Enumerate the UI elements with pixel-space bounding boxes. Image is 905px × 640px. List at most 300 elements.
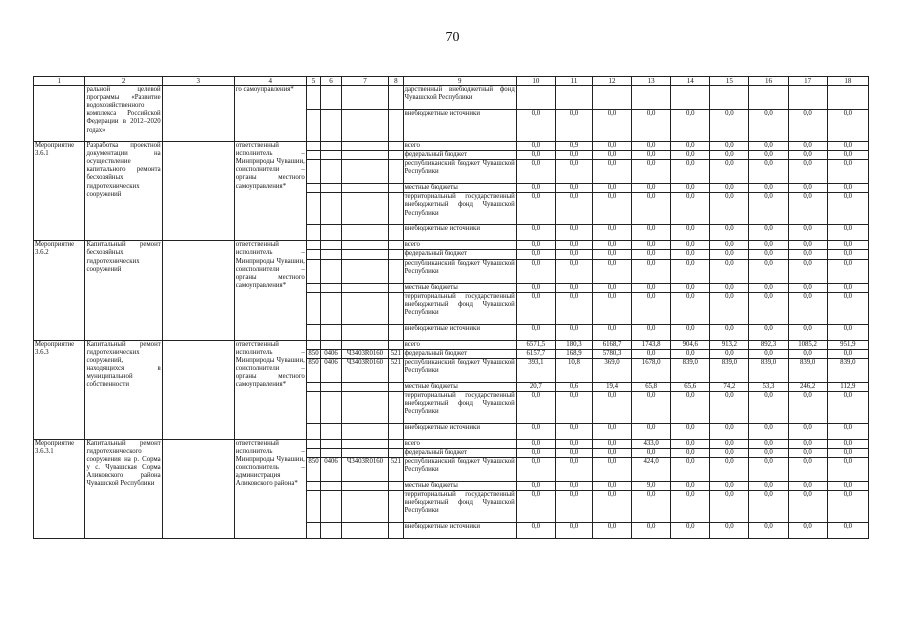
- target-article-cell: [341, 225, 388, 241]
- section-code-cell: [321, 482, 342, 491]
- section-code-cell: [321, 449, 342, 458]
- value-cell: 0,0: [516, 523, 555, 539]
- expense-type-cell: [389, 86, 403, 110]
- value-cell: 0,0: [592, 193, 631, 225]
- value-cell: 0,0: [671, 184, 710, 193]
- value-cell: 0,0: [632, 250, 671, 259]
- value-cell: 0,0: [555, 292, 592, 324]
- target-article-cell: [341, 439, 388, 448]
- gov-code-cell: 850: [306, 358, 320, 382]
- column-header: 4: [234, 77, 306, 86]
- value-cell: 892,3: [749, 340, 788, 349]
- funding-source-cell: всего: [403, 340, 516, 349]
- column-header: 7: [341, 77, 388, 86]
- value-cell: 0,0: [827, 184, 868, 193]
- column-header: 9: [403, 77, 516, 86]
- target-article-cell: [341, 340, 388, 349]
- value-cell: 0,0: [516, 423, 555, 439]
- value-cell: [788, 86, 827, 110]
- value-cell: 0,0: [592, 491, 631, 523]
- value-cell: 0,0: [710, 523, 749, 539]
- column-header: 3: [162, 77, 234, 86]
- value-cell: 0,0: [788, 349, 827, 358]
- value-cell: 0,0: [555, 225, 592, 241]
- value-cell: 0,0: [788, 160, 827, 184]
- table-row: [34, 142, 869, 151]
- measure-label-cell: [34, 86, 85, 142]
- value-cell: 0,0: [632, 142, 671, 151]
- value-cell: 0,0: [555, 283, 592, 292]
- value-cell: 0,0: [749, 292, 788, 324]
- value-cell: 10,8: [555, 358, 592, 382]
- measure-name-cell: Капитальный ремонт гидротехнических сооружений, находящихся в муниципальной собственности: [85, 340, 162, 439]
- value-cell: 0,0: [592, 391, 631, 423]
- value-cell: 0,0: [749, 259, 788, 283]
- funding-source-cell: территориальный государственный внебюджетный фонд Чувашской Республики: [403, 292, 516, 324]
- value-cell: 0,0: [555, 259, 592, 283]
- funding-source-cell: дарственный внебюджетный фонд Чувашской Республики: [403, 86, 516, 110]
- expense-type-cell: [389, 225, 403, 241]
- value-cell: 0,0: [710, 482, 749, 491]
- value-cell: 0,0: [788, 458, 827, 482]
- value-cell: [710, 86, 749, 110]
- value-cell: 19,4: [592, 382, 631, 391]
- value-cell: 0,0: [827, 225, 868, 241]
- value-cell: 0,0: [710, 259, 749, 283]
- target-article-cell: [341, 110, 388, 142]
- value-cell: 0,0: [749, 184, 788, 193]
- expense-type-cell: [389, 439, 403, 448]
- value-cell: 0,0: [592, 439, 631, 448]
- column-header: 16: [749, 77, 788, 86]
- value-cell: 0,0: [827, 491, 868, 523]
- expense-type-cell: [389, 382, 403, 391]
- value-cell: 0,0: [671, 349, 710, 358]
- section-code-cell: [321, 250, 342, 259]
- gov-code-cell: [306, 523, 320, 539]
- expense-type-cell: [389, 110, 403, 142]
- value-cell: 0,0: [555, 523, 592, 539]
- value-cell: 0,0: [632, 193, 671, 225]
- funding-source-cell: всего: [403, 241, 516, 250]
- gov-code-cell: [306, 382, 320, 391]
- value-cell: 0,0: [788, 259, 827, 283]
- value-cell: 0,0: [632, 283, 671, 292]
- value-cell: 913,2: [710, 340, 749, 349]
- executor-cell: го самоуправления*: [234, 86, 306, 142]
- funding-source-cell: республиканский бюджет Чувашской Республики: [403, 458, 516, 482]
- funding-source-cell: внебюджетные источники: [403, 225, 516, 241]
- funding-source-cell: внебюджетные источники: [403, 324, 516, 340]
- expense-type-cell: [389, 482, 403, 491]
- value-cell: [671, 86, 710, 110]
- gov-code-cell: [306, 439, 320, 448]
- value-cell: 0,0: [827, 142, 868, 151]
- section-code-cell: 0406: [321, 349, 342, 358]
- section-code-cell: [321, 391, 342, 423]
- value-cell: 20,7: [516, 382, 555, 391]
- measure-label-cell: Мероприятие 3.6.2: [34, 241, 85, 340]
- value-cell: 0,0: [710, 193, 749, 225]
- target-article-cell: [341, 391, 388, 423]
- value-cell: 0,0: [671, 482, 710, 491]
- value-cell: 0,0: [592, 110, 631, 142]
- value-cell: 0,0: [632, 225, 671, 241]
- value-cell: 0,0: [555, 449, 592, 458]
- value-cell: 0,0: [592, 292, 631, 324]
- value-cell: 0,0: [710, 423, 749, 439]
- gov-code-cell: [306, 324, 320, 340]
- value-cell: 0,0: [555, 458, 592, 482]
- value-cell: 74,2: [710, 382, 749, 391]
- value-cell: 0,0: [788, 110, 827, 142]
- target-article-cell: [341, 491, 388, 523]
- value-cell: 0,0: [555, 250, 592, 259]
- section-code-cell: [321, 241, 342, 250]
- value-cell: 0,0: [749, 324, 788, 340]
- goal-cell: [162, 86, 234, 142]
- value-cell: 0,0: [516, 184, 555, 193]
- value-cell: 0,0: [592, 283, 631, 292]
- gov-code-cell: [306, 110, 320, 142]
- funding-source-cell: республиканский бюджет Чувашской Республики: [403, 259, 516, 283]
- value-cell: 0,0: [710, 151, 749, 160]
- funding-source-cell: внебюджетные источники: [403, 110, 516, 142]
- value-cell: 0,0: [516, 241, 555, 250]
- value-cell: 0,0: [710, 250, 749, 259]
- value-cell: 0,0: [827, 449, 868, 458]
- expense-type-cell: 521: [389, 358, 403, 382]
- target-article-cell: [341, 292, 388, 324]
- gov-code-cell: [306, 423, 320, 439]
- value-cell: 112,9: [827, 382, 868, 391]
- target-article-cell: [341, 482, 388, 491]
- expense-type-cell: [389, 184, 403, 193]
- value-cell: 0,0: [827, 151, 868, 160]
- value-cell: 1085,2: [788, 340, 827, 349]
- value-cell: 53,3: [749, 382, 788, 391]
- value-cell: 6168,7: [592, 340, 631, 349]
- value-cell: 0,6: [555, 382, 592, 391]
- funding-source-cell: республиканский бюджет Чувашской Республики: [403, 358, 516, 382]
- value-cell: 0,0: [827, 391, 868, 423]
- gov-code-cell: [306, 151, 320, 160]
- value-cell: 0,0: [710, 349, 749, 358]
- value-cell: 0,0: [827, 439, 868, 448]
- value-cell: 0,0: [749, 391, 788, 423]
- gov-code-cell: [306, 184, 320, 193]
- gov-code-cell: [306, 340, 320, 349]
- funding-source-cell: внебюджетные источники: [403, 423, 516, 439]
- measure-name-cell: Капитальный ремонт гидротехнического сооружения на р. Сорма у с. Чувашская Сорма Аликовского района Чувашской Республики: [85, 439, 162, 538]
- target-article-cell: [341, 324, 388, 340]
- goal-cell: [162, 340, 234, 439]
- expense-type-cell: [389, 160, 403, 184]
- value-cell: 246,2: [788, 382, 827, 391]
- value-cell: 0,0: [710, 449, 749, 458]
- value-cell: 0,0: [827, 458, 868, 482]
- value-cell: 0,0: [632, 241, 671, 250]
- funding-source-cell: всего: [403, 142, 516, 151]
- value-cell: 9,0: [632, 482, 671, 491]
- value-cell: 0,0: [788, 283, 827, 292]
- expense-type-cell: [389, 142, 403, 151]
- value-cell: 0,0: [671, 193, 710, 225]
- gov-code-cell: [306, 449, 320, 458]
- value-cell: 0,0: [671, 110, 710, 142]
- value-cell: 0,0: [749, 160, 788, 184]
- column-header: 12: [592, 77, 631, 86]
- value-cell: 0,0: [671, 151, 710, 160]
- value-cell: 0,0: [516, 391, 555, 423]
- value-cell: 0,0: [710, 110, 749, 142]
- value-cell: 424,0: [632, 458, 671, 482]
- value-cell: 0,0: [555, 423, 592, 439]
- value-cell: 0,0: [671, 225, 710, 241]
- executor-cell: ответственный исполнитель – Минприроды Чувашии, соисполнители – органы местного самоуправления*: [234, 142, 306, 241]
- value-cell: 65,6: [671, 382, 710, 391]
- section-code-cell: [321, 523, 342, 539]
- measure-label-cell: Мероприятие 3.6.1: [34, 142, 85, 241]
- executor-cell: ответственный исполнитель – Минприроды Чувашии, соисполнитель – администрация Аликовского района*: [234, 439, 306, 538]
- value-cell: 0,0: [516, 439, 555, 448]
- target-article-cell: [341, 259, 388, 283]
- target-article-cell: [341, 184, 388, 193]
- value-cell: 0,9: [555, 142, 592, 151]
- value-cell: 0,0: [671, 292, 710, 324]
- value-cell: 0,0: [710, 324, 749, 340]
- value-cell: 0,0: [632, 324, 671, 340]
- value-cell: 0,0: [827, 110, 868, 142]
- value-cell: 0,0: [555, 491, 592, 523]
- goal-cell: [162, 142, 234, 241]
- value-cell: 369,0: [592, 358, 631, 382]
- value-cell: 0,0: [827, 241, 868, 250]
- value-cell: 0,0: [788, 184, 827, 193]
- section-code-cell: [321, 292, 342, 324]
- header-row: [34, 77, 869, 86]
- value-cell: 6157,7: [516, 349, 555, 358]
- value-cell: [592, 86, 631, 110]
- value-cell: 0,0: [788, 193, 827, 225]
- value-cell: 0,0: [710, 184, 749, 193]
- value-cell: 0,0: [749, 523, 788, 539]
- gov-code-cell: [306, 283, 320, 292]
- value-cell: 0,0: [632, 259, 671, 283]
- gov-code-cell: [306, 86, 320, 110]
- budget-table: [33, 76, 869, 539]
- value-cell: 0,0: [592, 160, 631, 184]
- value-cell: 433,0: [632, 439, 671, 448]
- gov-code-cell: [306, 142, 320, 151]
- value-cell: 0,0: [710, 142, 749, 151]
- value-cell: 0,0: [710, 292, 749, 324]
- value-cell: 0,0: [827, 523, 868, 539]
- section-code-cell: [321, 142, 342, 151]
- gov-code-cell: [306, 250, 320, 259]
- value-cell: 0,0: [555, 241, 592, 250]
- value-cell: 0,0: [710, 491, 749, 523]
- value-cell: 5780,3: [592, 349, 631, 358]
- expense-type-cell: [389, 151, 403, 160]
- value-cell: 0,0: [710, 225, 749, 241]
- section-code-cell: [321, 491, 342, 523]
- expense-type-cell: [389, 340, 403, 349]
- column-header: 13: [632, 77, 671, 86]
- gov-code-cell: [306, 259, 320, 283]
- funding-source-cell: республиканский бюджет Чувашской Республики: [403, 160, 516, 184]
- value-cell: 0,0: [827, 250, 868, 259]
- target-article-cell: [341, 283, 388, 292]
- value-cell: 0,0: [516, 259, 555, 283]
- column-header: 18: [827, 77, 868, 86]
- expense-type-cell: [389, 491, 403, 523]
- target-article-cell: [341, 382, 388, 391]
- gov-code-cell: [306, 225, 320, 241]
- value-cell: 0,0: [710, 391, 749, 423]
- measure-name-cell: Капитальный ремонт бесхозяйных гидротехнических сооружений: [85, 241, 162, 340]
- value-cell: 0,0: [555, 391, 592, 423]
- value-cell: 0,0: [632, 110, 671, 142]
- value-cell: 0,0: [592, 482, 631, 491]
- value-cell: [555, 86, 592, 110]
- value-cell: 0,0: [749, 349, 788, 358]
- value-cell: 65,8: [632, 382, 671, 391]
- value-cell: 0,0: [788, 292, 827, 324]
- value-cell: 0,0: [516, 142, 555, 151]
- value-cell: 0,0: [671, 142, 710, 151]
- value-cell: 0,0: [592, 423, 631, 439]
- value-cell: 0,0: [671, 250, 710, 259]
- column-header: 10: [516, 77, 555, 86]
- goal-cell: [162, 439, 234, 538]
- column-header: 14: [671, 77, 710, 86]
- value-cell: 0,0: [632, 523, 671, 539]
- value-cell: 0,0: [632, 349, 671, 358]
- value-cell: 0,0: [555, 193, 592, 225]
- gov-code-cell: [306, 160, 320, 184]
- value-cell: 0,0: [749, 151, 788, 160]
- value-cell: 0,0: [749, 193, 788, 225]
- value-cell: 0,0: [671, 160, 710, 184]
- value-cell: 839,0: [827, 358, 868, 382]
- value-cell: 0,0: [516, 225, 555, 241]
- value-cell: 0,0: [555, 439, 592, 448]
- value-cell: 0,0: [827, 259, 868, 283]
- value-cell: 0,0: [788, 324, 827, 340]
- value-cell: 0,0: [632, 491, 671, 523]
- value-cell: 0,0: [592, 151, 631, 160]
- value-cell: [749, 86, 788, 110]
- expense-type-cell: [389, 449, 403, 458]
- value-cell: 0,0: [788, 449, 827, 458]
- value-cell: 0,0: [632, 151, 671, 160]
- target-article-cell: Ч3403R0160: [341, 458, 388, 482]
- value-cell: 1678,0: [632, 358, 671, 382]
- value-cell: 0,0: [788, 523, 827, 539]
- value-cell: 0,0: [555, 151, 592, 160]
- expense-type-cell: [389, 241, 403, 250]
- column-header: 2: [85, 77, 162, 86]
- value-cell: 0,0: [516, 193, 555, 225]
- value-cell: 0,0: [671, 439, 710, 448]
- value-cell: 0,0: [749, 241, 788, 250]
- value-cell: 0,0: [788, 391, 827, 423]
- value-cell: 180,3: [555, 340, 592, 349]
- value-cell: 0,0: [671, 458, 710, 482]
- value-cell: 951,9: [827, 340, 868, 349]
- section-code-cell: [321, 193, 342, 225]
- value-cell: 0,0: [516, 458, 555, 482]
- value-cell: 0,0: [827, 292, 868, 324]
- section-code-cell: [321, 151, 342, 160]
- value-cell: 0,0: [827, 423, 868, 439]
- gov-code-cell: [306, 292, 320, 324]
- value-cell: [632, 86, 671, 110]
- value-cell: 0,0: [516, 151, 555, 160]
- value-cell: 0,0: [749, 283, 788, 292]
- measure-name-cell: Разработка проектной документации на осуществление капитального ремонта бесхозяйных гидротехнических сооружений: [85, 142, 162, 241]
- expense-type-cell: [389, 250, 403, 259]
- value-cell: 0,0: [555, 110, 592, 142]
- table-row: [34, 86, 869, 110]
- target-article-cell: [341, 142, 388, 151]
- value-cell: 0,0: [749, 439, 788, 448]
- section-code-cell: [321, 340, 342, 349]
- expense-type-cell: [389, 391, 403, 423]
- expense-type-cell: 521: [389, 458, 403, 482]
- value-cell: 0,0: [827, 193, 868, 225]
- expense-type-cell: [389, 523, 403, 539]
- value-cell: 0,0: [671, 259, 710, 283]
- target-article-cell: [341, 193, 388, 225]
- value-cell: 0,0: [788, 482, 827, 491]
- column-header: 5: [306, 77, 320, 86]
- gov-code-cell: 850: [306, 349, 320, 358]
- value-cell: 0,0: [516, 324, 555, 340]
- value-cell: 0,0: [632, 391, 671, 423]
- target-article-cell: [341, 241, 388, 250]
- expense-type-cell: [389, 283, 403, 292]
- section-code-cell: [321, 110, 342, 142]
- value-cell: 0,0: [788, 241, 827, 250]
- section-code-cell: 0406: [321, 458, 342, 482]
- section-code-cell: [321, 324, 342, 340]
- value-cell: 0,0: [827, 283, 868, 292]
- value-cell: 168,9: [555, 349, 592, 358]
- value-cell: 0,0: [710, 439, 749, 448]
- value-cell: [827, 86, 868, 110]
- value-cell: 0,0: [516, 292, 555, 324]
- value-cell: 0,0: [788, 142, 827, 151]
- expense-type-cell: [389, 292, 403, 324]
- value-cell: 0,0: [516, 160, 555, 184]
- executor-cell: ответственный исполнитель – Минприроды Чувашии, соисполнители – органы местного самоуправления*: [234, 241, 306, 340]
- value-cell: 0,0: [788, 439, 827, 448]
- section-code-cell: [321, 439, 342, 448]
- target-article-cell: [341, 151, 388, 160]
- value-cell: 0,0: [592, 449, 631, 458]
- value-cell: 0,0: [788, 225, 827, 241]
- value-cell: 0,0: [827, 349, 868, 358]
- value-cell: 0,0: [749, 449, 788, 458]
- value-cell: 0,0: [555, 324, 592, 340]
- value-cell: 0,0: [749, 142, 788, 151]
- target-article-cell: [341, 449, 388, 458]
- section-code-cell: [321, 160, 342, 184]
- gov-code-cell: [306, 491, 320, 523]
- target-article-cell: Ч3403R0160: [341, 349, 388, 358]
